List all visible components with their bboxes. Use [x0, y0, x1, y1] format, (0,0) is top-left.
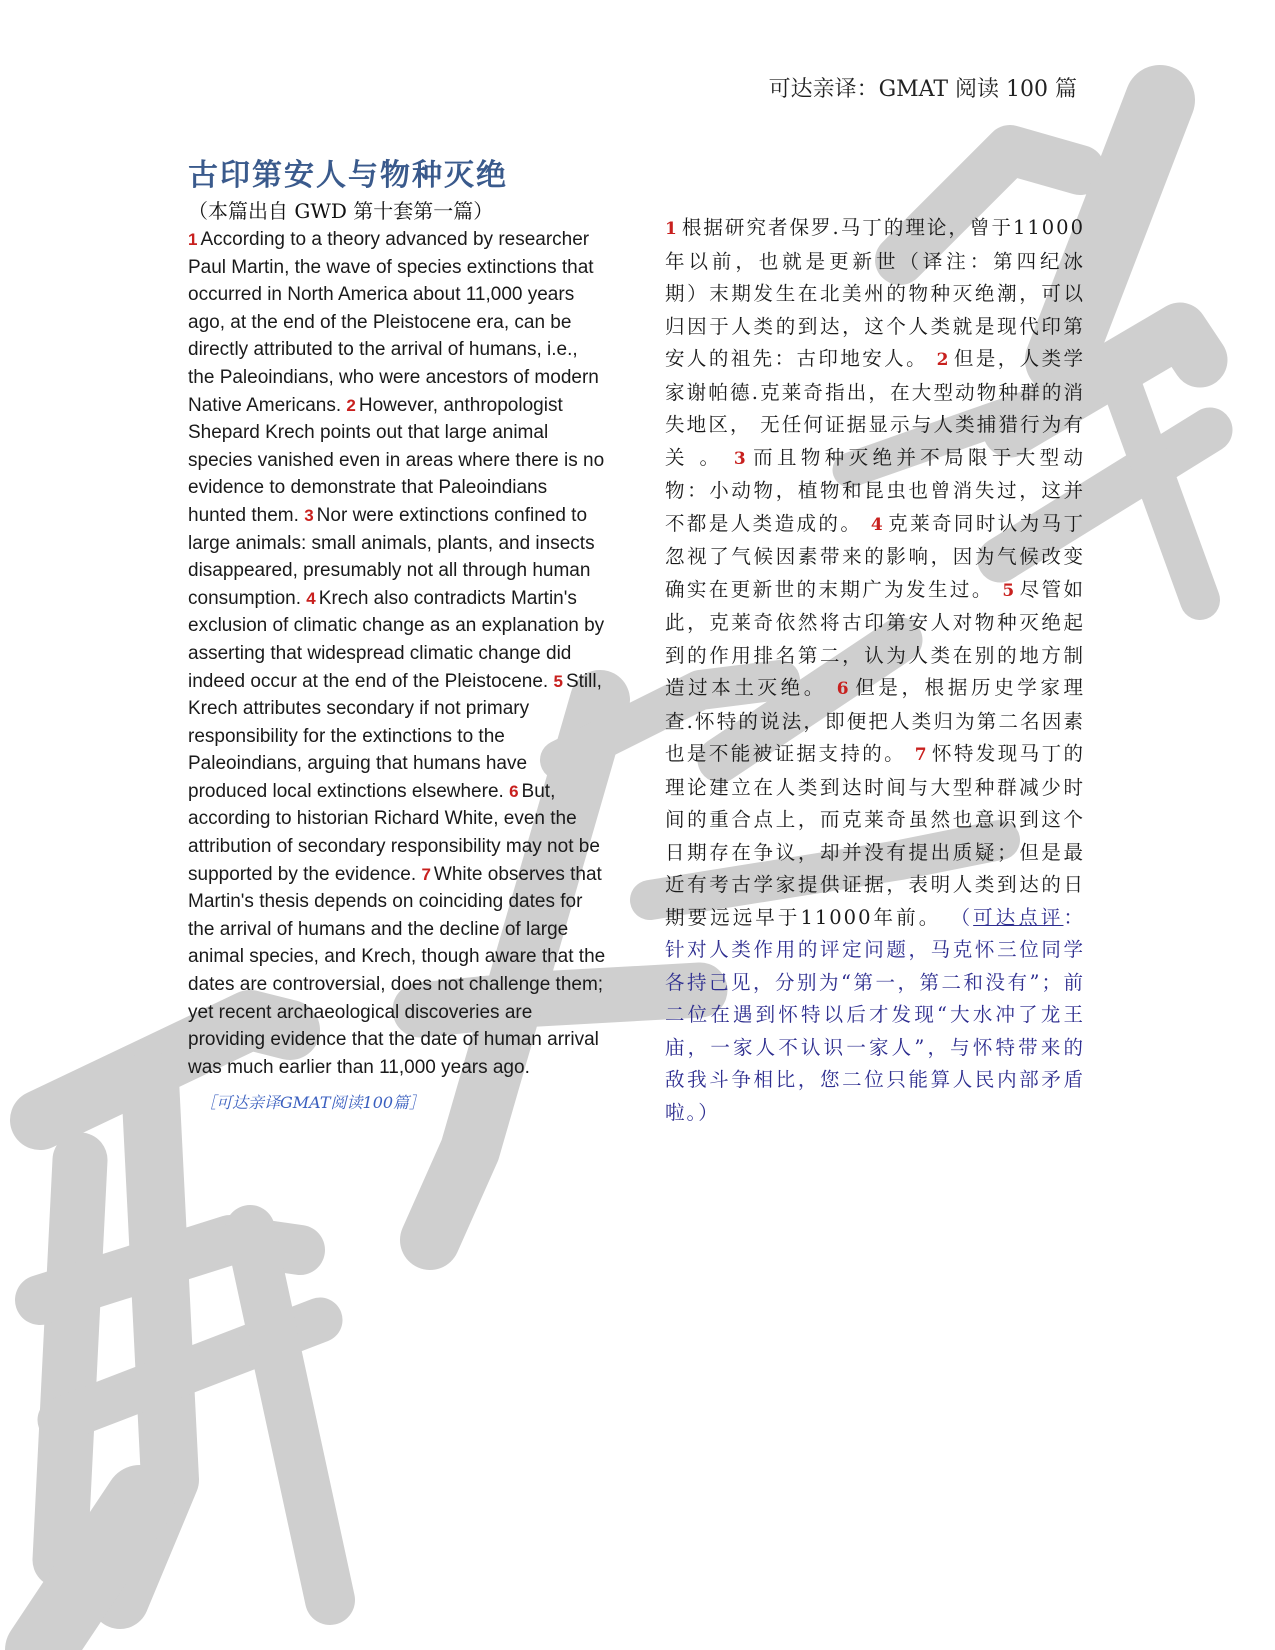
- chinese-sentence: 而且物种灭绝并不局限于大型动物：小动物，植物和昆虫也曾消失过，这并不都是人类造成的。: [665, 445, 1085, 535]
- sentence-number: 3: [304, 505, 314, 525]
- english-sentence: According to a theory advanced by researcher Paul Martin, the wave of species extinctions that occurred in North America about 11,000 years ago, at the end of the Pleistocene era, can be directly attributed to the arrival of humans, i.e., the Paleoindians, who were ancestors of modern Native Americans.: [188, 229, 599, 416]
- sentence-number: 4: [306, 588, 316, 608]
- sentence-number: 7: [914, 745, 929, 765]
- editor-comment: [665, 906, 1085, 1124]
- english-sentence: Nor were extinctions confined to large animals: small animals, plants, and insects disappeared, presumably not all through human consumption.: [188, 504, 595, 609]
- english-sentence: Krech also contradicts Martin's exclusion of climatic change as an explanation by asserting that widespread climatic change did indeed occur at the end of the Pleistocene.: [188, 587, 605, 692]
- comment-body: ：针对人类作用的评定问题，马克怀三位同学各持己见，分别为“第一，第二和没有”；前二位在遇到怀特以后才发现“大水冲了龙王庙，一家人不认识一家人”，与怀特带来的敌我斗争相比，您二位只能算人民内部矛盾啦。）: [665, 905, 1085, 1124]
- sentence-number: 2: [936, 350, 951, 370]
- chinese-sentence: 但是，根据历史学家理查.怀特的说法，即便把人类归为第二名因素也是不能被证据支持的。: [665, 676, 1085, 765]
- sentence-number: 1: [188, 230, 198, 249]
- sentence-number: 6: [836, 679, 851, 699]
- chinese-sentence: 怀特发现马丁的理论建立在人类到达时间与大型种群减少时间的重合点上，而克莱奇虽然也意识到这个日期存在争议，却并没有提出质疑；但是最近有考古学家提供证据，表明人类到达的日期要远远早于11000年前。: [665, 742, 1085, 929]
- chinese-sentence: 但是，人类学家谢帕德.克莱奇指出，在大型动物种群的消失地区， 无任何证据显示与人类捕猎行为有关 。: [665, 347, 1085, 469]
- chinese-translation: [665, 212, 1085, 1129]
- english-sentence: White observes that Martin's thesis depends on coinciding dates for the arrival of humans and the decline of large animal species, and Krech, though aware that the dates are controversial, does not challenge them; yet recent archaeological discoveries are providing evidence that the date of human arrival was much earlier than 11,000 years ago.: [188, 863, 606, 1078]
- english-sentence: But, according to historian Richard White, even the attribution of secondary responsibility may not be supported by the evidence.: [188, 780, 600, 885]
- sentence-number: 3: [733, 448, 748, 469]
- sentence-number: 7: [421, 864, 431, 884]
- sentence-number: 4: [870, 514, 885, 535]
- chinese-sentence: 尽管如此，克莱奇依然将古印第安人对物种灭绝起到的作用排名第二，认为人类在别的地方制造过本土灭绝。: [665, 577, 1085, 699]
- translator-signature: ［可达亲译GMAT阅读100篇］: [200, 1093, 426, 1113]
- sentence-number: 2: [346, 395, 356, 415]
- english-passage: [188, 226, 608, 1117]
- english-sentence: Still, Krech attributes secondary if not primary responsibility for the extinctions to the Paleoindians, arguing that humans have produced local extinctions elsewhere.: [188, 670, 602, 802]
- article-title: 古印第安人与物种灭绝: [188, 158, 508, 193]
- sentence-number: 5: [553, 671, 563, 691]
- chinese-sentence: 克莱奇同时认为马丁忽视了气候因素带来的影响，因为气候改变确实在更新世的末期广为发生过。: [665, 511, 1085, 601]
- sentence-number: 6: [509, 781, 519, 801]
- page-header: 可达亲译：GMAT 阅读 100 篇: [768, 77, 1077, 102]
- sentence-number: 5: [1002, 580, 1017, 601]
- article-source: （本篇出自 GWD 第十套第一篇）: [188, 199, 494, 223]
- comment-open: （: [950, 905, 974, 929]
- sentence-number: 1: [665, 219, 679, 239]
- comment-brand: 可达点评: [973, 905, 1064, 929]
- chinese-sentence: 根据研究者保罗.马丁的理论，曾于11000年以前，也就是更新世（译注：第四纪冰期）末期发生在北美州的物种灭绝潮，可以归因于人类的到达，这个人类就是现代印第安人的祖先：古印地安人。: [665, 216, 1085, 370]
- english-sentence: However, anthropologist Shepard Krech points out that large animal species vanished even in areas where there is no evidence to demonstrate that Paleoindians hunted them.: [188, 394, 605, 526]
